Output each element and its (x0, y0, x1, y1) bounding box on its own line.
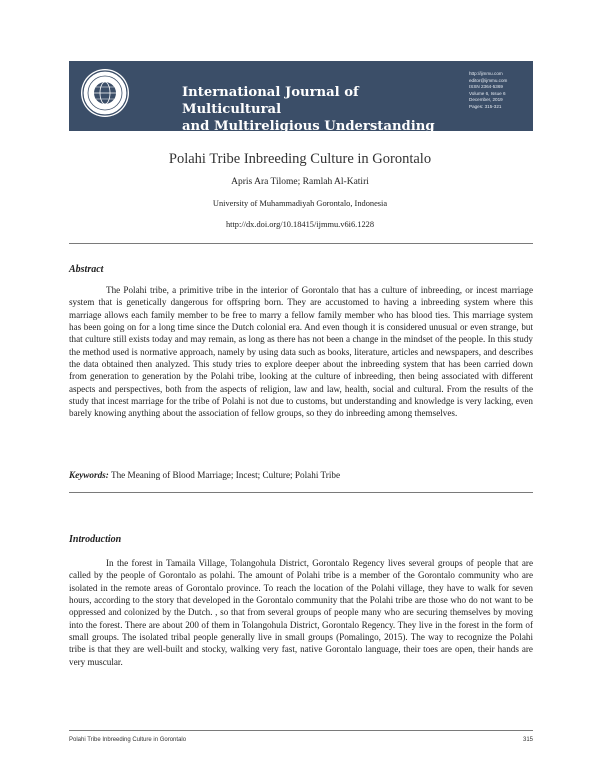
article-authors: Apris Ara Tilome; Ramlah Al-Katiri (231, 177, 369, 187)
journal-title-line-1: International Journal of Multicultural (182, 85, 359, 117)
page-number: 315 (522, 737, 533, 743)
journal-title (182, 84, 442, 135)
introduction-heading: Introduction (69, 534, 122, 545)
abstract-heading: Abstract (69, 264, 104, 275)
abstract-text: The Polahi tribe, a primitive tribe in the interior of Gorontalo that has a culture of inbreeding, or incest marriage system that is genetically dangerous for offspring born. They are accustomed to having a inbreeding system where this marriage allows each family member to be free to marry a fellow family member who has blood ties. This marriage system has been going on for a long time since the Dutch colonial era. And even though it is considered unusual or even strange, but that culture still exists today and may remain, as long as there has not been a change in the mindset of the people. In this study the method used is normative approach, namely by using data such as books, literature, articles and newspapers, and describes the data obtained then analyzed. This study tries to explore deeper about the inbreeding system that has been carried down from generation to generation by the Polahi tribe, looking at the culture of inbreeding, then being associated with different aspects and perspectives, both from the aspects of religion, law and law, health, social and cultural. From the results of the study that incest marriage for the tribe of Polahi is not due to customs, but understanding and knowledge is very lacking, even barely knowing anything about the association of fellow groups, so they do inbreeding among themselves. (69, 285, 533, 419)
journal-volume: Volume 6, Issue 6 (469, 90, 506, 96)
footer-running-title: Polahi Tribe Inbreeding Culture in Gorontalo (69, 737, 187, 743)
divider-top (69, 243, 533, 244)
keywords (69, 470, 533, 480)
journal-date: December, 2019 (469, 97, 503, 103)
journal-url[interactable]: http://ijmmu.com (469, 71, 503, 76)
article-doi-link[interactable]: http://dx.doi.org/10.18415/ijmmu.v6i6.1228 (225, 220, 375, 229)
journal-header (69, 61, 533, 134)
footer-rule (69, 730, 533, 731)
journal-pages: Pages: 315-321 (469, 103, 502, 109)
keywords-text: The Meaning of Blood Marriage; Incest; Culture; Polahi Tribe (110, 470, 341, 480)
journal-meta (469, 71, 531, 111)
journal-logo-icon (81, 69, 129, 117)
introduction-text: In the forest in Tamaila Village, Tolangohula District, Gorontalo Regency lives several groups of people that are called by the people of Gorontalo as polahi. The amount of Polahi tribe is a member of the Gorontalo community who are isolated in the remote areas of Gorontalo province. To reach the location of the Polahi village, they have to walk for seven hours, according to the story that developed in the Gorontalo community that the Polahi tribe are those who do not want to be oppressed and colonized by the Dutch. , so that from several groups of people many who are securing themselves by moving into the forest. There are about 200 of them in Tolangohula District, Gorontalo Regency. They live in the forest in the form of small groups. The isolated tribal people generally live in small groups (Pomalingo, 2015). The way to recognize the Polahi tribe is that they are well-built and stocky, walking very fast, native Gorontalo language, their toes are open, their hands are very muscular. (69, 558, 533, 667)
divider-bottom (69, 492, 533, 493)
journal-title-line-2: and Multireligious Understanding (182, 119, 435, 134)
keywords-label: Keywords: (69, 470, 109, 480)
journal-issn: ISSN 2364-5369 (469, 84, 503, 90)
article-affiliation: University of Muhammadiyah Gorontalo, Indonesia (212, 199, 388, 208)
article-title: Polahi Tribe Inbreeding Culture in Gorontalo (168, 151, 432, 167)
journal-email[interactable]: editor@ijmmu.com (469, 77, 508, 83)
